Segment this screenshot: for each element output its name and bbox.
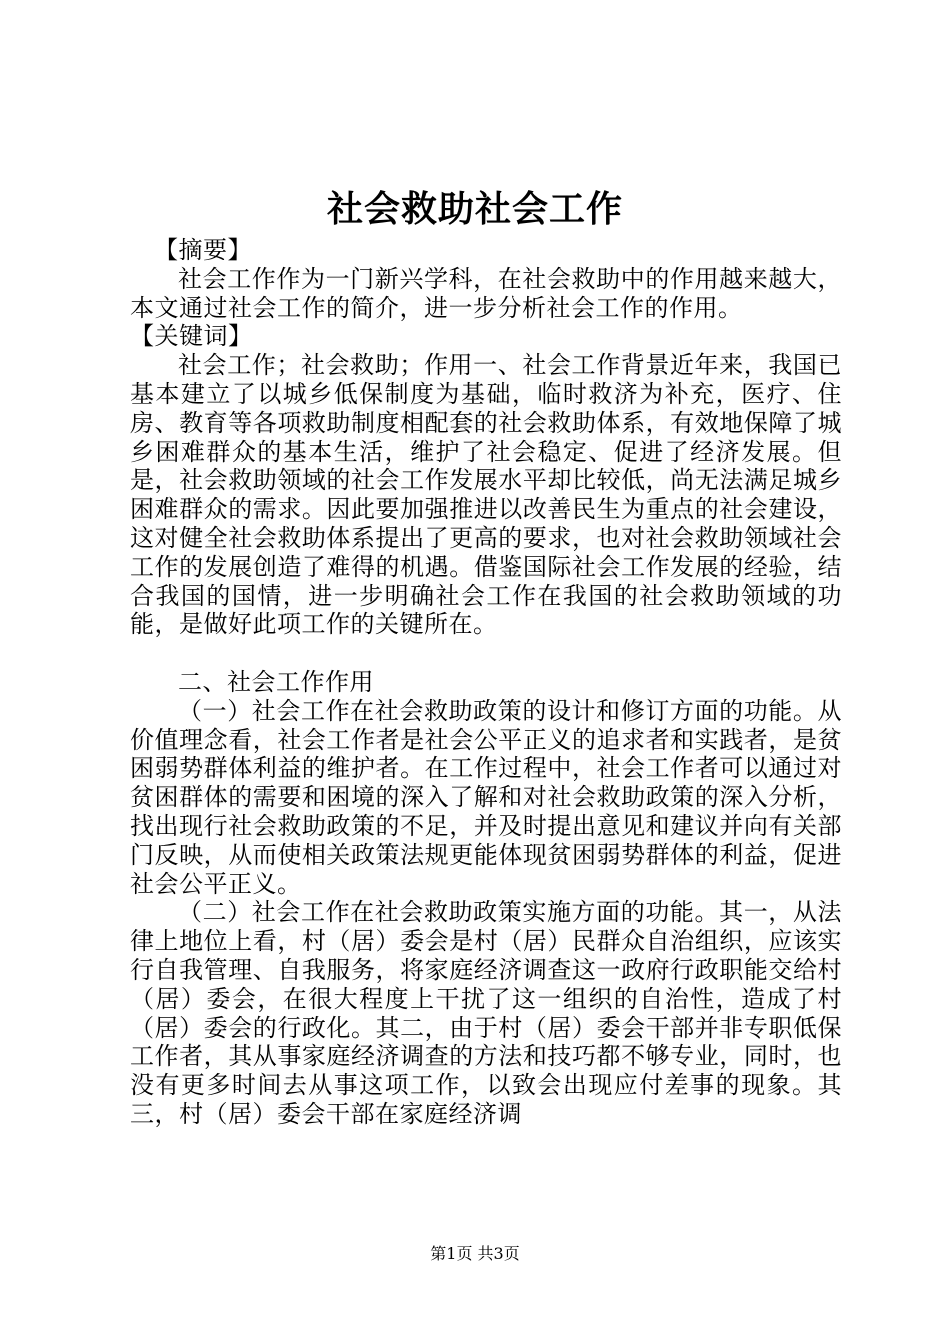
section-heading: 二、社会工作作用 xyxy=(178,667,374,696)
keywords-heading: 【关键词】 xyxy=(130,322,253,351)
document-title: 社会救助社会工作 xyxy=(326,188,623,230)
abstract-text: 社会工作作为一门新兴学科，在社会救助中的作用越来越大，本文通过社会工作的简介，进一步分析社会工作的作用。 xyxy=(130,264,842,322)
abstract-heading: 【摘要】 xyxy=(154,236,252,264)
keywords-paragraph: 社会工作；社会救助；作用一、社会工作背景近年来，我国已基本建立了以城乡低保制度为基础，临时救济为补充，医疗、住房、教育等各项救助制度相配套的社会救助体系，有效地保障了城乡困难群众的基本生活，维护了社会稳定、促进了经济发展。但是，社会救助领域的社会工作发展水平却比较低，尚无法满足城乡困难群众的需求。因此要加强推进以改善民生为重点的社会建设，这对健全社会救助体系提出了更高的要求，也对社会救助领域社会工作的发展创造了难得的机遇。借鉴国际社会工作发展的经验，结合我国的国情，进一步明确社会工作在我国的社会救助领域的功能，是做好此项工作的关键所在。 xyxy=(130,351,842,639)
page-footer: 第1页 共3页 xyxy=(430,1244,520,1263)
paragraph-spacer xyxy=(130,639,842,668)
document-body xyxy=(130,236,842,1129)
section-paragraph-1: （一）社会工作在社会救助政策的设计和修订方面的功能。从价值理念看，社会工作者是社会公平正义的追求者和实践者，是贫困弱势群体利益的维护者。在工作过程中，社会工作者可以通过对贫困群体的需要和困境的深入了解和对社会救助政策的深入分析，找出现行社会救助政策的不足，并及时提出意见和建议并向有关部门反映，从而使相关政策法规更能体现贫困弱势群体的利益，促进社会公平正义。 xyxy=(130,696,842,898)
section-paragraph-2: （二）社会工作在社会救助政策实施方面的功能。其一，从法律上地位上看，村（居）委会是村（居）民群众自治组织，应该实行自我管理、自我服务，将家庭经济调查这一政府行政职能交给村（居）委会，在很大程度上干扰了这一组织的自治性，造成了村（居）委会的行政化。其二，由于村（居）委会干部并非专职低保工作者，其从事家庭经济调查的方法和技巧都不够专业，同时，也没有更多时间去从事这项工作，以致会出现应付差事的现象。其三，村（居）委会干部在家庭经济调 xyxy=(130,898,842,1128)
